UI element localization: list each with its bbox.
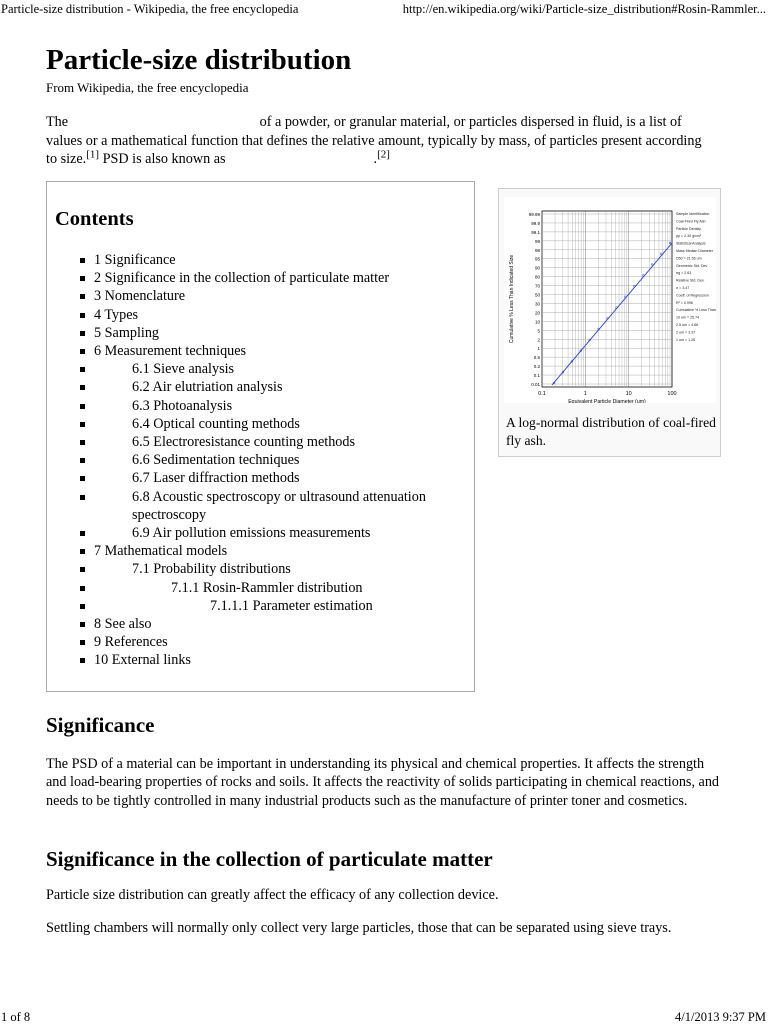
bullet-icon — [80, 422, 85, 427]
x-tick-label: 0.1 — [538, 391, 546, 397]
toc-item-label: 9 References — [94, 634, 168, 651]
heading-significance: Significance — [46, 713, 155, 737]
lead-part-3: PSD is also known as — [102, 151, 226, 167]
toc-item[interactable] — [80, 378, 470, 396]
bullet-icon — [80, 476, 85, 481]
page-counter: 1 of 8 — [1, 1010, 31, 1024]
y-tick-label: 99.9 — [531, 220, 540, 226]
toc-item-label: 8 See also — [94, 616, 152, 633]
y-tick-label: 99 — [534, 238, 540, 244]
toc-item[interactable] — [80, 251, 470, 269]
legend-line: 10 um = 25.74 — [676, 315, 700, 320]
toc-item[interactable] — [80, 306, 470, 324]
toc-item-label: 7.1.1.1 Parameter estimation — [210, 597, 373, 614]
bullet-icon — [80, 385, 85, 390]
print-footer — [0, 1008, 768, 1024]
legend-line: 2 um = 3.37 — [676, 330, 696, 335]
y-tick-label: 1 — [537, 346, 540, 352]
y-tick-label: 10 — [534, 319, 540, 325]
y-tick-label: 99.99 — [528, 212, 540, 217]
x-tick-label: 100 — [667, 391, 677, 397]
lead-paragraph — [46, 113, 706, 169]
toc-item-label: 6.1 Sieve analysis — [132, 361, 235, 378]
bullet-icon — [80, 367, 85, 372]
toc-item-label: 2 Significance in the collection of particulate matter — [94, 270, 390, 287]
heading-collection: Significance in the collection of particulate matter — [46, 847, 493, 871]
figure-thumbnail — [498, 188, 721, 457]
bullet-icon — [80, 658, 85, 663]
toc-item[interactable] — [80, 269, 470, 287]
page-title: Particle-size distribution — [46, 44, 352, 76]
toc-item[interactable] — [80, 433, 470, 451]
toc-item[interactable] — [80, 451, 470, 469]
toc-item-label: 5 Sampling — [94, 324, 160, 341]
print-page-title: Particle-size distribution - Wikipedia, the free encyclopedia — [1, 2, 299, 16]
lead-part-2: of a powder, or granular material, or particles dispersed in fluid, is a list of values or a mathematical function that defines the relative amount, typically by mass, of particles present according to size. — [46, 114, 702, 167]
page-subtitle: From Wikipedia, the free encyclopedia — [46, 80, 249, 95]
toc-item-label: 6 Measurement techniques — [94, 343, 247, 360]
bullet-icon — [80, 440, 85, 445]
bullet-icon — [80, 458, 85, 463]
toc-item[interactable] — [80, 397, 470, 415]
y-tick-label: 0.01 — [531, 382, 540, 387]
y-tick-label: 98 — [534, 247, 540, 253]
bullet-icon — [80, 495, 85, 500]
y-tick-label: 30 — [534, 301, 540, 307]
legend-line: σg = 2.63 — [676, 271, 692, 276]
bullet-icon — [80, 313, 85, 318]
paragraph-significance: The PSD of a material can be important in understanding its physical and chemical properties. It affects the strength and load-bearing properties of rocks and soils. It affects the reactivity of solids participating in chemical reactions, and needs to be tightly controlled in many industrial products such as the manufacture of printer toner and cosmetics. — [46, 756, 720, 809]
x-tick-label: 10 — [625, 391, 632, 397]
y-tick-label: 0.5 — [533, 355, 540, 361]
legend-line: 1 um = 1.26 — [676, 337, 696, 342]
toc-item-label: 7 Mathematical models — [94, 543, 228, 560]
bullet-icon — [80, 258, 85, 263]
x-tick-label: 1 — [583, 391, 587, 397]
lead-part-1: The — [46, 114, 69, 130]
toc-item[interactable] — [80, 469, 470, 487]
y-tick-label: 2 — [537, 337, 540, 343]
toc-item-label: 1 Significance — [94, 252, 176, 268]
toc-item[interactable] — [80, 415, 470, 433]
toc-item-label: 6.6 Sedimentation techniques — [132, 452, 300, 469]
toc-item-label: 10 External links — [94, 652, 191, 669]
bullet-icon — [80, 276, 85, 281]
bullet-icon — [80, 331, 85, 336]
toc-item[interactable] — [80, 360, 470, 378]
y-tick-label: 0.2 — [533, 364, 540, 370]
toc-item[interactable] — [80, 524, 470, 542]
toc-item-label: 6.8 Acoustic spectroscopy or ultrasound attenuation spectroscopy — [132, 488, 426, 523]
bullet-icon — [80, 604, 85, 609]
toc-item[interactable] — [80, 488, 470, 524]
legend-line: Sample Identification — [676, 212, 710, 216]
toc-item[interactable] — [80, 542, 470, 560]
toc-item-label: 7.1 Probability distributions — [132, 561, 291, 578]
toc-item-label: 6.7 Laser diffraction methods — [132, 470, 300, 487]
x-axis-label: Equivalent Particle Diameter (um) — [568, 399, 646, 403]
legend-line: Coeff. of Regression — [676, 293, 709, 298]
legend-line: Cumulative % Less Than — [676, 308, 716, 313]
bullet-icon — [80, 531, 85, 536]
y-axis-label: Cumulative % Less Than Indicated Size — [509, 254, 515, 344]
toc-list — [80, 251, 470, 670]
toc-item[interactable] — [80, 342, 470, 360]
toc-item[interactable] — [80, 579, 470, 597]
y-tick-label: 0.1 — [533, 373, 540, 379]
bullet-icon — [80, 640, 85, 645]
bullet-icon — [80, 294, 85, 299]
legend-line: Particle Density — [676, 226, 701, 231]
y-tick-label: 95 — [534, 256, 540, 262]
paragraph-collection-1: Particle size distribution can greatly affect the efficacy of any collection device. — [46, 887, 499, 903]
toc-item[interactable] — [80, 324, 470, 342]
toc-item-label: 6.9 Air pollution emissions measurements — [132, 525, 371, 542]
print-timestamp: 4/1/2013 9:37 PM — [675, 1010, 766, 1024]
print-header — [0, 0, 768, 18]
plot-frame — [542, 211, 672, 387]
toc-item-label: 6.4 Optical counting methods — [132, 415, 300, 432]
bullet-icon — [80, 567, 85, 572]
legend-line: Statistical Analysis — [676, 241, 706, 246]
toc-item[interactable] — [80, 651, 470, 669]
toc-item[interactable] — [80, 615, 470, 633]
y-tick-label: 50 — [534, 292, 540, 298]
y-tick-label: 90 — [534, 265, 540, 271]
y-tick-label: 70 — [534, 283, 540, 289]
paragraph-collection-2: Settling chambers will normally only collect very large particles, those that can be separated using sieve trays. — [46, 920, 672, 936]
bullet-icon — [80, 586, 85, 591]
bullet-icon — [80, 622, 85, 627]
legend-line: σ = 3.47 — [676, 286, 690, 290]
lognormal-plot — [504, 197, 716, 403]
legend-line: 2.5 um = 4.66 — [676, 323, 699, 327]
bullet-icon — [80, 549, 85, 554]
toc-title: Contents — [55, 208, 134, 230]
y-tick-label: 20 — [534, 310, 540, 316]
bullet-icon — [80, 404, 85, 409]
y-tick-label: 5 — [537, 328, 540, 334]
lead-part-4: . — [373, 151, 378, 167]
bullet-icon — [80, 349, 85, 354]
toc-item-label: 6.5 Electroresistance counting methods — [132, 434, 355, 451]
figure-caption: A log-normal distribution of coal-fired fly ash. — [506, 415, 716, 448]
table-of-contents — [46, 181, 475, 692]
toc-item-label: 3 Nomenclature — [94, 288, 185, 305]
toc-item-label: 7.1.1 Rosin-Rammler distribution — [171, 579, 363, 596]
toc-item[interactable] — [80, 633, 470, 651]
legend-line: Mass Median Diameter — [676, 249, 713, 253]
figure-image[interactable] — [504, 197, 716, 403]
citation-1[interactable]: [1] — [86, 148, 100, 161]
legend-line: Relative Std. Dev. — [676, 278, 705, 283]
legend-line: D50 = 21.56 um — [676, 256, 702, 261]
toc-item-label: 6.3 Photoanalysis — [132, 397, 233, 414]
article-header — [46, 42, 722, 169]
toc-item[interactable] — [80, 597, 470, 615]
toc-item[interactable] — [80, 287, 470, 305]
toc-item[interactable] — [80, 560, 470, 578]
y-tick-label: 80 — [534, 274, 540, 280]
legend-line: Geometric Std. Dev. — [676, 263, 709, 268]
legend-line: ρp = 2.30 g/cm³ — [676, 234, 702, 239]
print-url[interactable]: http://en.wikipedia.org/wiki/Particle-size_distribution#Rosin-Rammler... — [402, 2, 766, 16]
legend-line: R² = 0.996 — [676, 300, 693, 305]
toc-item-label: 4 Types — [94, 306, 139, 323]
toc-item-label: 6.2 Air elutriation analysis — [132, 379, 283, 396]
legend-line: Coal-Fired Fly Ash — [676, 219, 706, 224]
y-tick-label: 99.1 — [531, 229, 540, 235]
citation-2[interactable]: [2] — [377, 148, 390, 161]
